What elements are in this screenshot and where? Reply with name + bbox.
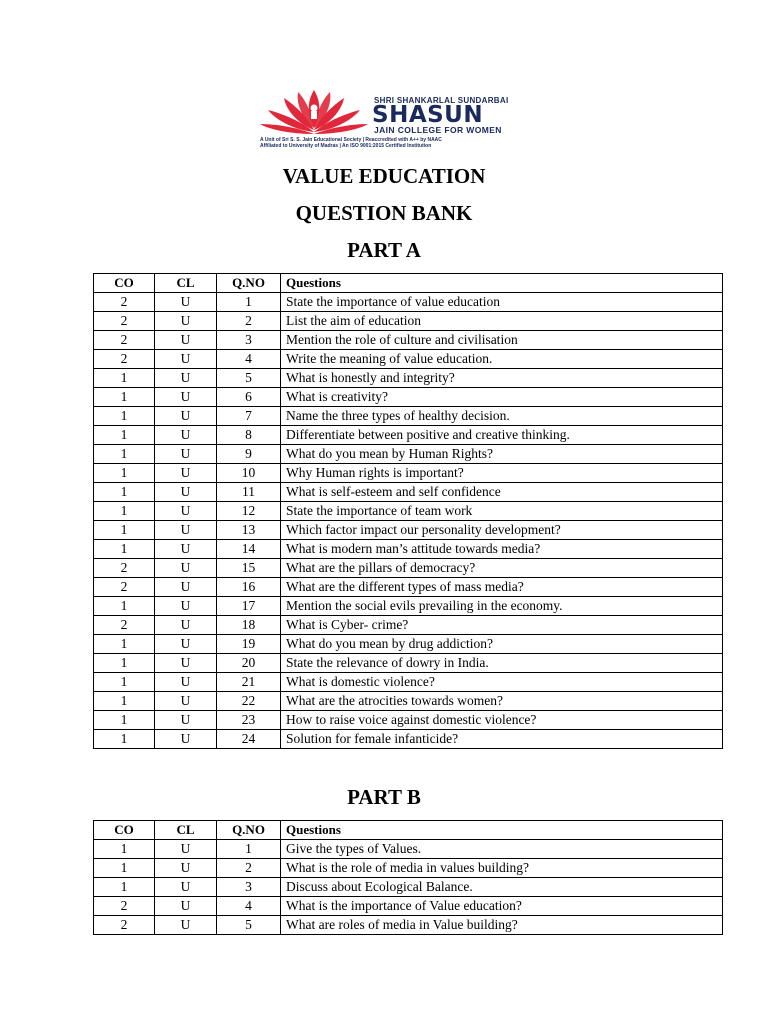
qno-cell: 13 bbox=[217, 521, 281, 540]
cl-cell: U bbox=[155, 578, 217, 597]
table-row bbox=[94, 730, 723, 749]
qno-cell: 23 bbox=[217, 711, 281, 730]
table-row bbox=[94, 312, 723, 331]
qno-cell: 5 bbox=[217, 916, 281, 935]
question-cell: What are the atrocities towards women? bbox=[281, 692, 723, 711]
table-row bbox=[94, 692, 723, 711]
cl-cell: U bbox=[155, 521, 217, 540]
co-cell: 1 bbox=[94, 711, 155, 730]
qno-cell: 22 bbox=[217, 692, 281, 711]
cl-cell: U bbox=[155, 540, 217, 559]
qno-cell: 10 bbox=[217, 464, 281, 483]
co-header: CO bbox=[94, 274, 155, 293]
logo-line3: A Unit of Sri S. S. Jain Educational Society | Reaccredited with A++ by NAAC bbox=[260, 137, 442, 143]
table-row bbox=[94, 521, 723, 540]
qno-cell: 19 bbox=[217, 635, 281, 654]
cl-cell: U bbox=[155, 654, 217, 673]
co-cell: 1 bbox=[94, 540, 155, 559]
question-cell: What is self-esteem and self confidence bbox=[281, 483, 723, 502]
document-subtitle: QUESTION BANK bbox=[295, 201, 473, 225]
logo-line1: SHRI SHANKARLAL SUNDARBAI bbox=[374, 96, 509, 105]
cl-cell: U bbox=[155, 616, 217, 635]
table-row bbox=[94, 578, 723, 597]
question-cell: Mention the social evils prevailing in the economy. bbox=[281, 597, 723, 616]
question-cell: What are roles of media in Value building? bbox=[281, 916, 723, 935]
questions-header: Questions bbox=[281, 821, 723, 840]
co-cell: 2 bbox=[94, 331, 155, 350]
table-row bbox=[94, 859, 723, 878]
co-cell: 2 bbox=[94, 350, 155, 369]
cl-cell: U bbox=[155, 350, 217, 369]
cl-cell: U bbox=[155, 730, 217, 749]
table-row bbox=[94, 616, 723, 635]
cl-cell: U bbox=[155, 897, 217, 916]
qno-cell: 18 bbox=[217, 616, 281, 635]
question-cell: What is the importance of Value education? bbox=[281, 897, 723, 916]
question-cell: What is the role of media in values building? bbox=[281, 859, 723, 878]
co-cell: 1 bbox=[94, 483, 155, 502]
question-cell: State the importance of value education bbox=[281, 293, 723, 312]
co-cell: 1 bbox=[94, 859, 155, 878]
qno-header: Q.NO bbox=[217, 274, 281, 293]
qno-cell: 1 bbox=[217, 840, 281, 859]
co-cell: 1 bbox=[94, 369, 155, 388]
cl-cell: U bbox=[155, 711, 217, 730]
table-header-row bbox=[94, 274, 723, 293]
table-row bbox=[94, 916, 723, 935]
question-cell: Discuss about Ecological Balance. bbox=[281, 878, 723, 897]
cl-cell: U bbox=[155, 916, 217, 935]
cl-cell: U bbox=[155, 559, 217, 578]
table-row bbox=[94, 897, 723, 916]
cl-cell: U bbox=[155, 692, 217, 711]
qno-cell: 21 bbox=[217, 673, 281, 692]
co-cell: 1 bbox=[94, 502, 155, 521]
table-row bbox=[94, 654, 723, 673]
qno-cell: 16 bbox=[217, 578, 281, 597]
cl-cell: U bbox=[155, 464, 217, 483]
cl-cell: U bbox=[155, 369, 217, 388]
table-row bbox=[94, 464, 723, 483]
table-row bbox=[94, 331, 723, 350]
table-row bbox=[94, 388, 723, 407]
cl-cell: U bbox=[155, 331, 217, 350]
cl-cell: U bbox=[155, 859, 217, 878]
qno-cell: 2 bbox=[217, 312, 281, 331]
qno-cell: 1 bbox=[217, 293, 281, 312]
question-cell: List the aim of education bbox=[281, 312, 723, 331]
cl-cell: U bbox=[155, 673, 217, 692]
cl-cell: U bbox=[155, 445, 217, 464]
question-cell: Why Human rights is important? bbox=[281, 464, 723, 483]
table-row bbox=[94, 483, 723, 502]
questions-header: Questions bbox=[281, 274, 723, 293]
qno-cell: 17 bbox=[217, 597, 281, 616]
qno-cell: 12 bbox=[217, 502, 281, 521]
co-cell: 2 bbox=[94, 916, 155, 935]
cl-cell: U bbox=[155, 388, 217, 407]
table-row bbox=[94, 426, 723, 445]
logo-name: SHASUN bbox=[372, 102, 484, 128]
co-cell: 1 bbox=[94, 730, 155, 749]
co-cell: 2 bbox=[94, 897, 155, 916]
co-cell: 2 bbox=[94, 312, 155, 331]
qno-cell: 4 bbox=[217, 350, 281, 369]
part-a-heading: PART A bbox=[347, 238, 421, 262]
qno-header: Q.NO bbox=[217, 821, 281, 840]
table-row bbox=[94, 540, 723, 559]
question-cell: What is creativity? bbox=[281, 388, 723, 407]
qno-cell: 8 bbox=[217, 426, 281, 445]
part-a-table bbox=[93, 273, 723, 749]
question-cell: What is domestic violence? bbox=[281, 673, 723, 692]
table-row bbox=[94, 502, 723, 521]
cl-cell: U bbox=[155, 635, 217, 654]
qno-cell: 15 bbox=[217, 559, 281, 578]
qno-cell: 9 bbox=[217, 445, 281, 464]
co-cell: 1 bbox=[94, 673, 155, 692]
co-cell: 1 bbox=[94, 445, 155, 464]
co-cell: 2 bbox=[94, 578, 155, 597]
question-cell: Name the three types of healthy decision. bbox=[281, 407, 723, 426]
co-cell: 1 bbox=[94, 464, 155, 483]
qno-cell: 11 bbox=[217, 483, 281, 502]
cl-cell: U bbox=[155, 407, 217, 426]
question-cell: Solution for female infanticide? bbox=[281, 730, 723, 749]
co-cell: 1 bbox=[94, 635, 155, 654]
cl-header: CL bbox=[155, 274, 217, 293]
cl-cell: U bbox=[155, 293, 217, 312]
cl-cell: U bbox=[155, 483, 217, 502]
cl-cell: U bbox=[155, 502, 217, 521]
question-cell: Mention the role of culture and civilisation bbox=[281, 331, 723, 350]
lotus-icon bbox=[258, 88, 372, 138]
question-cell: What do you mean by drug addiction? bbox=[281, 635, 723, 654]
logo-line2: JAIN COLLEGE FOR WOMEN bbox=[374, 125, 502, 135]
cl-cell: U bbox=[155, 312, 217, 331]
question-cell: How to raise voice against domestic violence? bbox=[281, 711, 723, 730]
table-row bbox=[94, 350, 723, 369]
question-cell: What is modern man’s attitude towards media? bbox=[281, 540, 723, 559]
table-row bbox=[94, 407, 723, 426]
question-cell: What are the different types of mass media? bbox=[281, 578, 723, 597]
question-cell: State the importance of team work bbox=[281, 502, 723, 521]
question-cell: State the relevance of dowry in India. bbox=[281, 654, 723, 673]
cl-cell: U bbox=[155, 597, 217, 616]
table-row bbox=[94, 445, 723, 464]
college-logo bbox=[258, 88, 516, 154]
document-title: VALUE EDUCATION bbox=[282, 164, 486, 188]
co-header: CO bbox=[94, 821, 155, 840]
co-cell: 1 bbox=[94, 840, 155, 859]
question-cell: What is honestly and integrity? bbox=[281, 369, 723, 388]
question-cell: Which factor impact our personality development? bbox=[281, 521, 723, 540]
co-cell: 1 bbox=[94, 692, 155, 711]
table-row bbox=[94, 840, 723, 859]
table-row bbox=[94, 673, 723, 692]
table-row bbox=[94, 878, 723, 897]
cl-header: CL bbox=[155, 821, 217, 840]
co-cell: 1 bbox=[94, 654, 155, 673]
co-cell: 2 bbox=[94, 559, 155, 578]
table-row bbox=[94, 293, 723, 312]
part-b-heading: PART B bbox=[347, 785, 421, 809]
cl-cell: U bbox=[155, 878, 217, 897]
qno-cell: 6 bbox=[217, 388, 281, 407]
qno-cell: 3 bbox=[217, 878, 281, 897]
table-row bbox=[94, 559, 723, 578]
qno-cell: 5 bbox=[217, 369, 281, 388]
question-cell: Give the types of Values. bbox=[281, 840, 723, 859]
co-cell: 1 bbox=[94, 407, 155, 426]
table-row bbox=[94, 597, 723, 616]
qno-cell: 4 bbox=[217, 897, 281, 916]
part-b-table bbox=[93, 820, 723, 935]
qno-cell: 20 bbox=[217, 654, 281, 673]
table-header-row bbox=[94, 821, 723, 840]
question-cell: What are the pillars of democracy? bbox=[281, 559, 723, 578]
co-cell: 2 bbox=[94, 293, 155, 312]
qno-cell: 7 bbox=[217, 407, 281, 426]
qno-cell: 14 bbox=[217, 540, 281, 559]
question-cell: What do you mean by Human Rights? bbox=[281, 445, 723, 464]
question-cell: Write the meaning of value education. bbox=[281, 350, 723, 369]
cl-cell: U bbox=[155, 840, 217, 859]
co-cell: 1 bbox=[94, 426, 155, 445]
co-cell: 1 bbox=[94, 597, 155, 616]
co-cell: 2 bbox=[94, 616, 155, 635]
co-cell: 1 bbox=[94, 388, 155, 407]
question-cell: What is Cyber- crime? bbox=[281, 616, 723, 635]
co-cell: 1 bbox=[94, 878, 155, 897]
table-row bbox=[94, 369, 723, 388]
logo-line4: Affiliated to University of Madras | An ISO 9001:2015 Certified Institution bbox=[260, 143, 432, 149]
co-cell: 1 bbox=[94, 521, 155, 540]
qno-cell: 24 bbox=[217, 730, 281, 749]
cl-cell: U bbox=[155, 426, 217, 445]
qno-cell: 3 bbox=[217, 331, 281, 350]
table-row bbox=[94, 711, 723, 730]
table-row bbox=[94, 635, 723, 654]
question-cell: Differentiate between positive and creative thinking. bbox=[281, 426, 723, 445]
qno-cell: 2 bbox=[217, 859, 281, 878]
